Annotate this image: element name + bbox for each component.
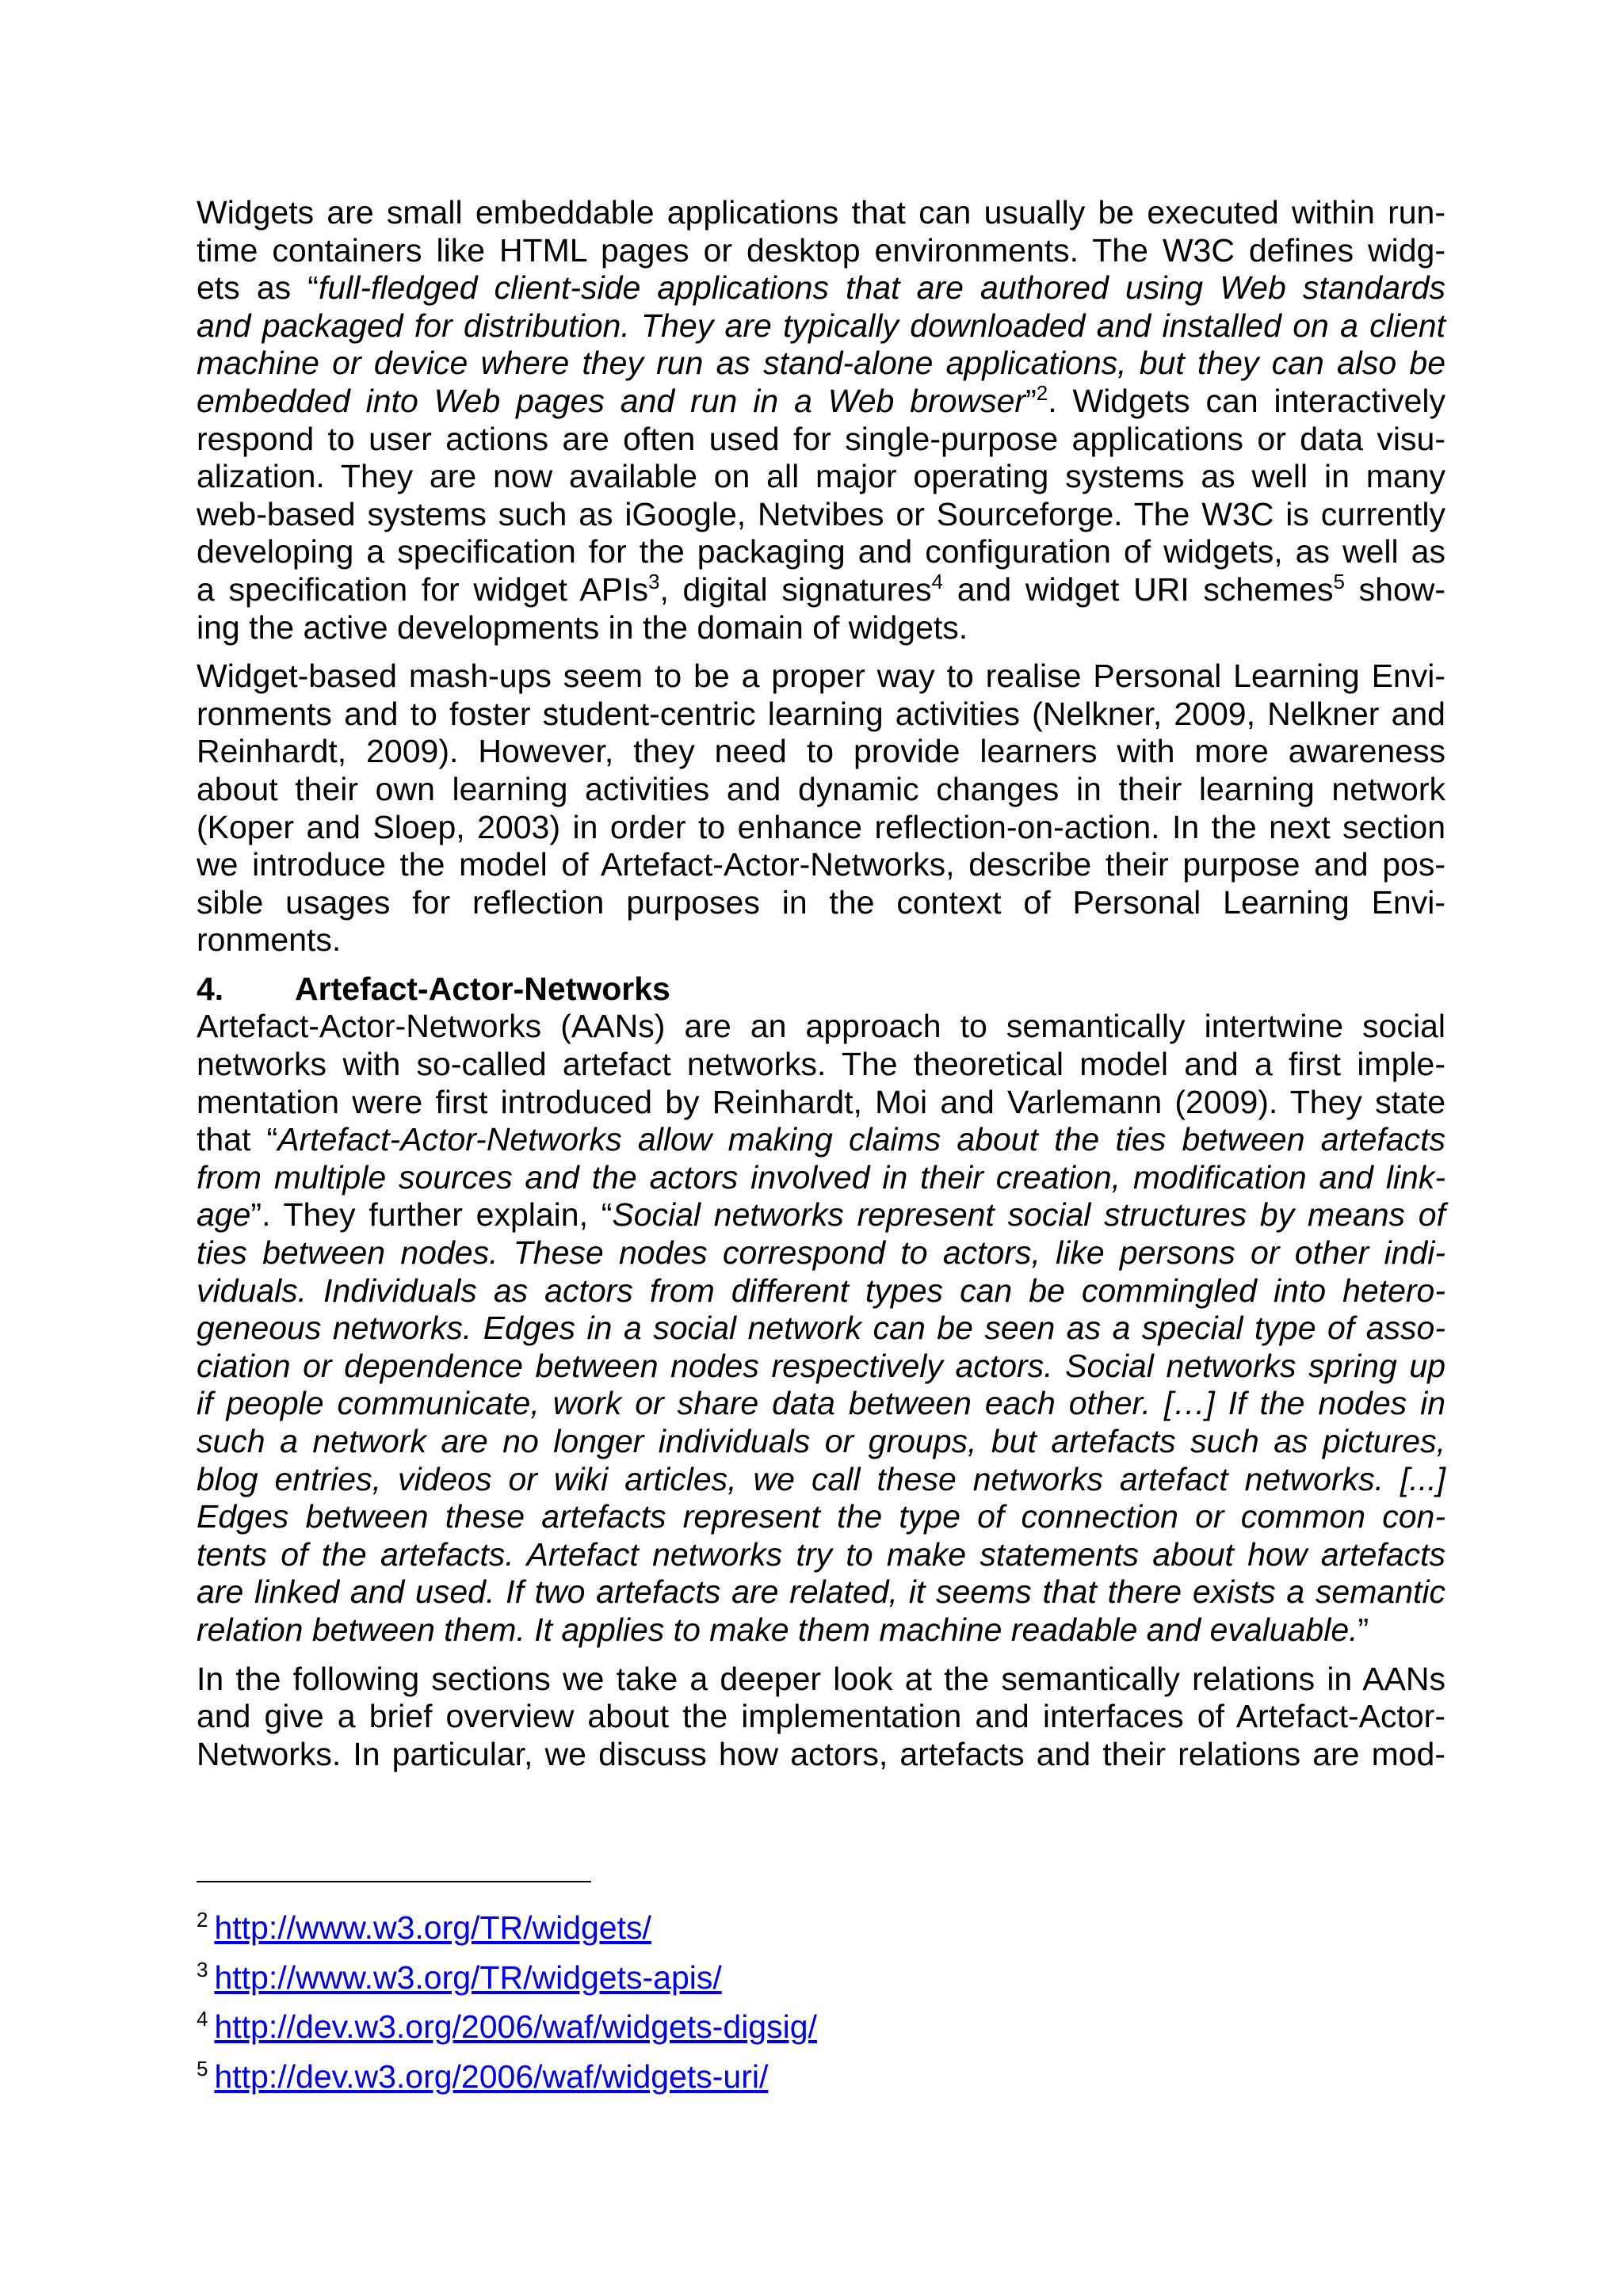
footnote-ref: 2 bbox=[1036, 380, 1048, 405]
text-line: web-based systems such as iGoogle, Netvibes or Sourceforge. The W3C is currently bbox=[197, 495, 1445, 532]
text-line: ing the active developments in the domain of widgets. bbox=[197, 608, 968, 646]
text-line: ets as “full-fledged client-side applications that are authored using Web standards bbox=[197, 269, 1445, 307]
footnote-number: 3 bbox=[197, 1957, 208, 1981]
text-line: respond to user actions are often used for single-purpose applications or data visu- bbox=[197, 420, 1445, 457]
document-body bbox=[197, 194, 1445, 1773]
text-line: Reinhardt, 2009). However, they need to provide learners with more awareness bbox=[197, 733, 1445, 770]
text-line: ciation or dependence between nodes respectively actors. Social networks spring up bbox=[197, 1347, 1445, 1384]
footnotes bbox=[197, 1903, 817, 2101]
footnote-number: 5 bbox=[197, 2056, 208, 2081]
text-line: we introduce the model of Artefact-Actor-Networks, describe their purpose and pos- bbox=[197, 846, 1445, 883]
text-line: relation between them. It applies to make them machine readable and evaluable.” bbox=[197, 1611, 1369, 1648]
text-line: ties between nodes. These nodes correspond to actors, like persons or other indi- bbox=[197, 1234, 1445, 1272]
text-line: geneous networks. Edges in a social network can be seen as a special type of asso- bbox=[197, 1310, 1445, 1347]
text-line: about their own learning activities and dynamic changes in their learning network bbox=[197, 770, 1445, 807]
text-line: developing a specification for the packaging and configuration of widgets, as well as bbox=[197, 533, 1445, 570]
footnote-ref: 3 bbox=[647, 569, 660, 593]
text-line: alization. They are now available on all major operating systems as well in many bbox=[197, 458, 1445, 495]
text-line: and give a brief overview about the implementation and interfaces of Artefact-Actor- bbox=[197, 1698, 1445, 1735]
footnote-item bbox=[197, 1903, 817, 1953]
footnote-link[interactable]: http://dev.w3.org/2006/waf/widgets-uri/ bbox=[214, 2058, 769, 2095]
text-line: tents of the artefacts. Artefact networks try to make statements about how artefacts bbox=[197, 1535, 1445, 1573]
section-title: Artefact-Actor-Networks bbox=[295, 970, 670, 1007]
text-line: Networks. In particular, we discuss how actors, artefacts and their relations are mod- bbox=[197, 1735, 1445, 1772]
paragraph-following bbox=[197, 1661, 1445, 1774]
text-line: embedded into Web pages and run in a Web browser”$^2$. Widgets can interactively bbox=[197, 380, 1445, 419]
footnote-link[interactable]: http://dev.w3.org/2006/waf/widgets-digsig/ bbox=[214, 2008, 817, 2045]
footnote-item bbox=[197, 2002, 817, 2052]
text-line: time containers like HTML pages or desktop environments. The W3C defines widg- bbox=[197, 231, 1445, 269]
text-line: are linked and used. If two artefacts are related, it seems that there exists a semantic bbox=[197, 1573, 1445, 1611]
text-line: blog entries, videos or wiki articles, we call these networks artefact networks. [...] bbox=[197, 1460, 1445, 1497]
paragraph-mashups bbox=[197, 658, 1445, 959]
text-line: In the following sections we take a deeper look at the semantically relations in AANs bbox=[197, 1660, 1445, 1697]
footnote-item bbox=[197, 1953, 817, 2003]
text-line: mentation were first introduced by Reinhardt, Moi and Varlemann (2009). They state bbox=[197, 1083, 1445, 1120]
text-line: sible usages for reflection purposes in the context of Personal Learning Envi- bbox=[197, 883, 1445, 921]
text-line: Widget-based mash-ups seem to be a proper way to realise Personal Learning Envi- bbox=[197, 658, 1445, 695]
footnote-ref: 4 bbox=[931, 569, 944, 593]
paragraph-aan bbox=[197, 1008, 1445, 1649]
footnote-divider bbox=[197, 1881, 591, 1882]
text-line: that “Artefact-Actor-Networks allow making claims about the ties between artefacts bbox=[197, 1121, 1445, 1158]
footnote-ref: 5 bbox=[1333, 569, 1345, 593]
footnote-number: 2 bbox=[197, 1908, 208, 1932]
text-line: Widgets are small embeddable applications that can usually be executed within run- bbox=[197, 194, 1445, 231]
text-line: such a network are no longer individuals or groups, but artefacts such as pictures, bbox=[197, 1423, 1445, 1459]
text-line: ronments. bbox=[197, 921, 342, 959]
text-line: machine or device where they run as stand-alone applications, but they can also be bbox=[197, 345, 1445, 382]
text-line: from multiple sources and the actors involved in their creation, modification and link- bbox=[197, 1158, 1445, 1196]
footnote-link[interactable]: http://www.w3.org/TR/widgets-apis/ bbox=[214, 1958, 722, 1996]
text-line: if people communicate, work or share data between each other. […] If the nodes in bbox=[197, 1385, 1445, 1422]
text-line: viduals. Individuals as actors from different types can be commingled into hetero- bbox=[197, 1272, 1445, 1309]
footnote-link[interactable]: http://www.w3.org/TR/widgets/ bbox=[214, 1909, 651, 1946]
text-line: networks with so-called artefact networks. The theoretical model and a first imple- bbox=[197, 1046, 1445, 1083]
footnote-item bbox=[197, 2052, 817, 2102]
footnote-number: 4 bbox=[197, 2007, 208, 2031]
text-line: ronments and to foster student-centric learning activities (Nelkner, 2009, Nelkner and bbox=[197, 695, 1445, 732]
section-number: 4. bbox=[197, 970, 224, 1007]
text-line: Edges between these artefacts represent the type of connection or common con- bbox=[197, 1498, 1445, 1535]
text-line: (Koper and Sloep, 2003) in order to enhance reflection-on-action. In the next section bbox=[197, 808, 1445, 845]
paragraph-widgets bbox=[197, 194, 1445, 646]
text-line: age”. They further explain, “Social networks represent social structures by means of bbox=[197, 1196, 1445, 1234]
section-heading bbox=[197, 971, 1445, 1009]
text-line: a specification for widget APIs$^3$, digital signatures$^4$ and widget URI schemes$^5$ show- bbox=[197, 569, 1446, 608]
text-line: Artefact-Actor-Networks (AANs) are an approach to semantically intertwine social bbox=[197, 1008, 1445, 1045]
text-line: and packaged for distribution. They are typically downloaded and installed on a client bbox=[197, 307, 1445, 344]
